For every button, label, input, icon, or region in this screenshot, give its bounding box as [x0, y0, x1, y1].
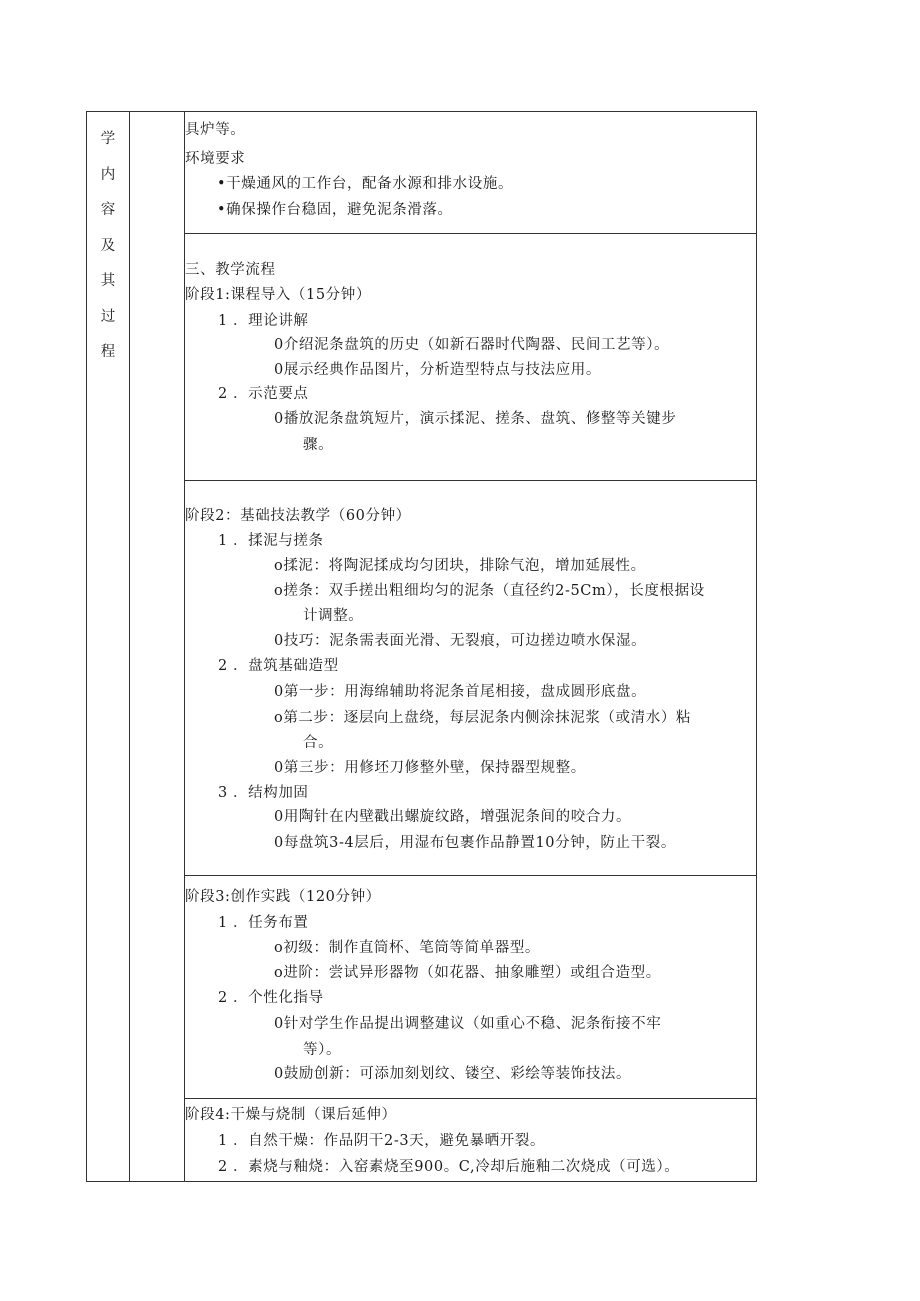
stage2-subitem: o搓条：双手搓出粗细均匀的泥条（直径约2-5Cm），长度根据设 [274, 583, 705, 599]
stage2-subitem: o揉泥：将陶泥揉成均匀团块，排除气泡，增加延展性。 [274, 558, 646, 574]
side-label-char: 学 [100, 131, 116, 147]
stage2-subitem: 0每盘筑3-4层后，用湿布包裹作品静置10分钟，防止干裂。 [274, 835, 676, 851]
equipment-line: 具炉等。 [185, 122, 246, 138]
environment-bullet: •干燥通风的工作台，配备水源和排水设施。 [217, 176, 514, 192]
stage3-item: 2 ．个性化指导 [218, 990, 324, 1006]
side-label-char: 其 [100, 273, 116, 289]
stage3-item: 1 ．任务布置 [218, 915, 309, 931]
stage2-subitem: 0用陶针在内壁戳出螺旋纹路，增强泥条间的咬合力。 [274, 809, 632, 825]
stage3-subitem: o初级：制作直筒杯、笔筒等简单器型。 [274, 940, 541, 956]
stage2-title: 阶段2：基础技法教学（60分钟） [185, 508, 411, 524]
stage4-item: 2 ．素烧与釉烧：入窑素烧至900。C,冷却后施釉二次烧成（可选）。 [218, 1159, 680, 1175]
stage3-subitem: 0鼓励创新：可添加刻划纹、镂空、彩绘等装饰技法。 [274, 1066, 632, 1082]
row-divider [184, 480, 756, 481]
stage2-subitem: 0技巧：泥条需表面光滑、无裂痕，可边搓边喷水保湿。 [274, 633, 647, 649]
stage2-subitem-continued: 合。 [303, 735, 334, 751]
side-label-char: 过 [100, 308, 116, 325]
stage1-subitem: 0播放泥条盘筑短片，演示揉泥、搓条、盘筑、修整等关键步 [274, 411, 677, 427]
side-label-char: 容 [100, 202, 116, 218]
stage1-subitem: 0介绍泥条盘筑的历史（如新石器时代陶器、民间工艺等）。 [274, 337, 670, 353]
stage1-item: 1 ．理论讲解 [218, 313, 309, 329]
stage1-subitem-continued: 骤。 [303, 437, 334, 453]
stage4-title: 阶段4:干燥与烧制（课后延伸） [185, 1107, 397, 1123]
stage3-title: 阶段3:创作实践（120分钟） [185, 889, 381, 905]
stage2-subitem: 0第三步：用修坯刀修整外壁，保持器型规整。 [274, 760, 586, 776]
stage3-subitem: 0针对学生作品提出调整建议（如重心不稳、泥条衔接不牢 [274, 1016, 662, 1032]
environment-heading: 环境要求 [185, 151, 246, 167]
side-label-char: 内 [100, 166, 116, 183]
stage2-subitem-continued: 计调整。 [303, 608, 364, 624]
lesson-table [86, 111, 757, 1182]
stage2-subitem: 0第一步：用海绵辅助将泥条首尾相接，盘成圆形底盘。 [274, 684, 647, 700]
stage2-item: 1 ．揉泥与搓条 [218, 533, 324, 549]
flow-heading: 三、教学流程 [185, 262, 276, 278]
stage1-title: 阶段1:课程导入（15分钟） [185, 287, 371, 303]
environment-bullet: •确保操作台稳固，避免泥条滑落。 [217, 202, 453, 218]
stage3-subitem: o进阶：尝试异形器物（如花器、抽象雕塑）或组合造型。 [274, 965, 661, 981]
stage2-item: 3 ．结构加固 [218, 785, 309, 801]
stage3-subitem-continued: 等）。 [303, 1042, 342, 1058]
stage2-item: 2 ．盘筑基础造型 [218, 658, 339, 674]
row-divider [184, 233, 756, 234]
stage2-subitem: o第二步：逐层向上盘绕，每层泥条内侧涂抹泥浆（或清水）粘 [274, 710, 692, 726]
side-label-char: 程 [100, 344, 116, 360]
row-divider [184, 1098, 756, 1099]
stage1-subitem: 0展示经典作品图片，分析造型特点与技法应用。 [274, 362, 601, 378]
side-label [87, 122, 129, 371]
stage4-item: 1 ．自然干燥：作品阴干2-3天，避免暴晒开裂。 [218, 1133, 546, 1149]
side-label-char: 及 [100, 237, 116, 254]
row-divider [184, 875, 756, 876]
stage1-item: 2 ．示范要点 [218, 386, 309, 402]
column-divider-left [129, 112, 130, 1181]
